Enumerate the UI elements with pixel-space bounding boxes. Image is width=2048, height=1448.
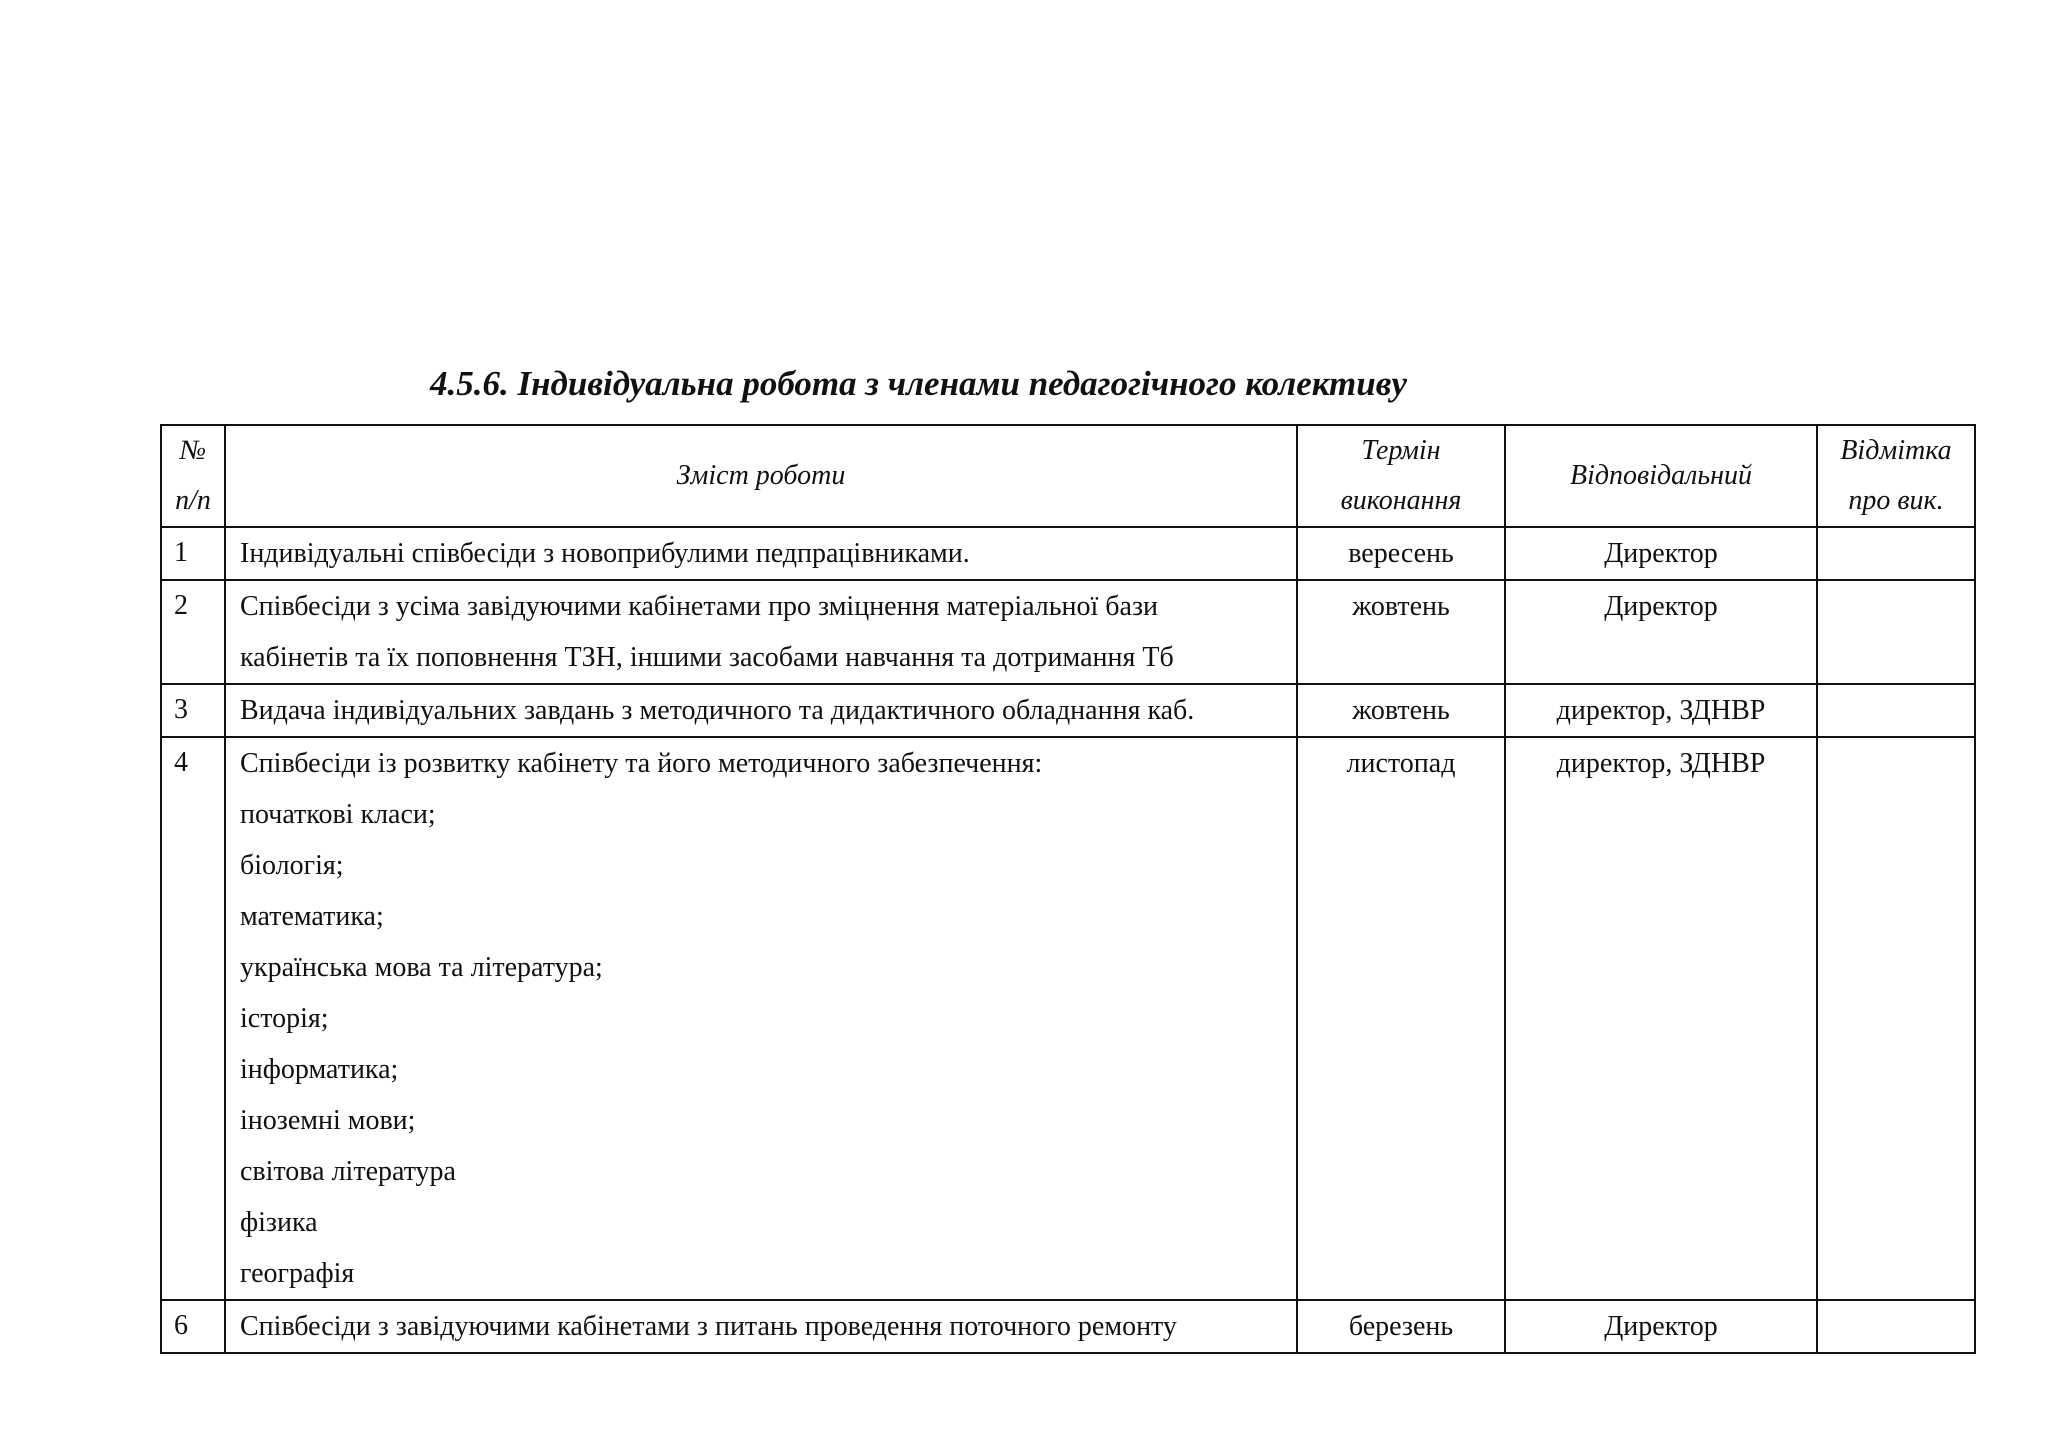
row-mark [1817,737,1975,1300]
row-number: 3 [161,684,225,737]
header-num-line-2: п/п [175,485,211,516]
row-responsible: Директор [1505,1300,1817,1353]
header-mark-line-1: Відмітка [1840,435,1952,466]
row-content [225,527,1297,580]
table-row [161,580,1975,684]
table-row [161,527,1975,580]
row-content-line: початкові класи; [240,799,436,830]
row-content-line: Видача індивідуальних завдань з методичного та дидактичного обладнання каб. [240,695,1195,726]
header-content: Зміст роботи [225,425,1297,527]
header-num [161,425,225,527]
row-content-line: Індивідуальні співбесіди з новоприбулими педпрацівниками. [240,538,970,569]
row-content-line: географія [240,1258,355,1289]
row-term: жовтень [1297,580,1505,684]
row-content-line: Співбесіди з завідуючими кабінетами з питань проведення поточного ремонту [240,1311,1177,1342]
row-content-line: математика; [240,901,384,932]
row-responsible: Директор [1505,527,1817,580]
row-content-line: кабінетів та їх поповнення ТЗН, іншими засобами навчання та дотримання Тб [240,642,1174,673]
header-mark [1817,425,1975,527]
row-content-line: Співбесіди з усіма завідуючими кабінетами про зміцнення матеріальної бази [240,591,1159,622]
row-responsible: директор, ЗДНВР [1505,684,1817,737]
header-term-line-2: виконання [1340,485,1462,516]
row-content-line: інформатика; [240,1054,399,1085]
header-num-line-1: № [179,435,207,466]
row-term: вересень [1297,527,1505,580]
row-mark [1817,684,1975,737]
header-responsible: Відповідальний [1505,425,1817,527]
header-term [1297,425,1505,527]
row-term: жовтень [1297,684,1505,737]
row-content-line: українська мова та література; [240,952,603,983]
row-number: 4 [161,737,225,1300]
row-term: березень [1297,1300,1505,1353]
row-content-line: іноземні мови; [240,1105,416,1136]
row-content-line: історія; [240,1003,329,1034]
row-content-line: світова література [240,1156,456,1187]
row-content [225,737,1297,1300]
table-row [161,684,1975,737]
page-title: 4.5.6. Індивідуальна робота з членами педагогічного колективу [430,364,1407,403]
row-number: 6 [161,1300,225,1353]
row-term: листопад [1297,737,1505,1300]
row-mark [1817,527,1975,580]
row-number: 2 [161,580,225,684]
row-content-line: фізика [240,1207,318,1238]
row-responsible: директор, ЗДНВР [1505,737,1817,1300]
header-term-line-1: Термін [1361,435,1441,466]
row-content [225,580,1297,684]
work-plan-table [160,424,1976,1354]
row-content [225,1300,1297,1353]
table-body [161,527,1975,1353]
row-mark [1817,1300,1975,1353]
row-number: 1 [161,527,225,580]
table-row [161,737,1975,1300]
table-row [161,1300,1975,1353]
row-content [225,684,1297,737]
row-responsible: Директор [1505,580,1817,684]
row-mark [1817,580,1975,684]
row-content-line: Співбесіди із розвитку кабінету та його методичного забезпечення: [240,748,1043,779]
row-content-line: біологія; [240,850,344,881]
table-header-row [161,425,1975,527]
header-mark-line-2: про вик. [1848,485,1944,516]
